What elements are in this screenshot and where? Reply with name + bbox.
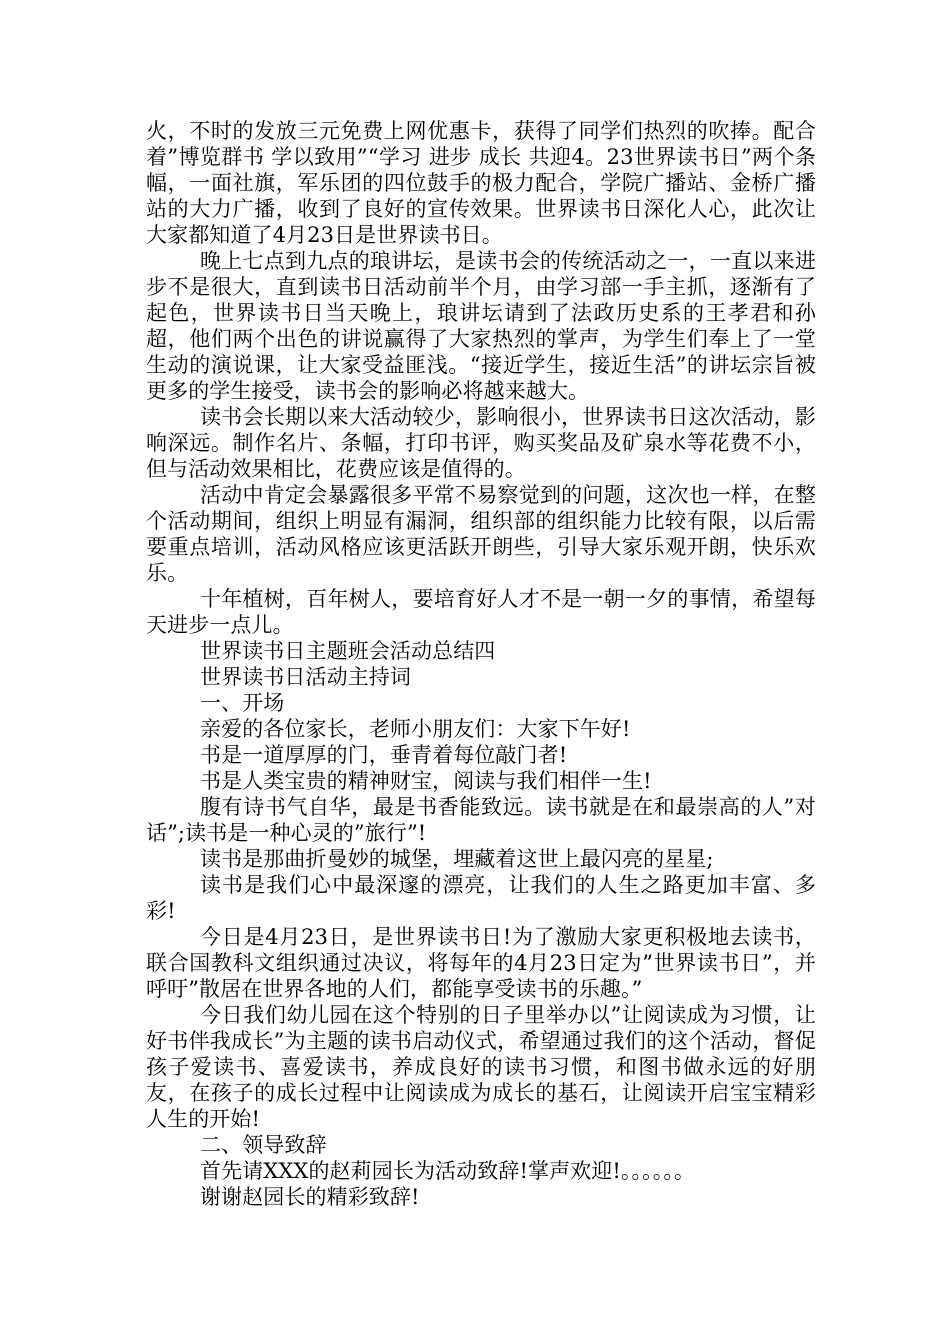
paragraph-closing-thought: 十年植树，百年树人，要培育好人才不是一朝一夕的事情，希望每天进步一点儿。 bbox=[146, 587, 816, 637]
paragraph-castle: 读书是那曲折曼妙的城堡，埋藏着这世上最闪亮的星星; bbox=[200, 847, 714, 871]
heading-opening: 一、开场 bbox=[200, 691, 285, 715]
paragraph-problems: 活动中肯定会暴露很多平常不易察觉到的问题，这次也一样，在整个活动期间，组织上明显有漏洞，组织部的组织能力比较有限，以后需要重点培训，活动风格应该更活跃开朗些，引导大家乐观开朗，快乐欢乐。 bbox=[146, 483, 816, 585]
paragraph-world-book-day: 今日是4月23日，是世界读书日!为了激励大家更积极地去读书，联合国教科文组织通过决议，将每年的4月23日定为”世界读书日”，并呼吁”散居在世界各地的人们，都能享受读书的乐趣。” bbox=[146, 925, 816, 1001]
paragraph-book-treasure: 书是人类宝贵的精神财宝，阅读与我们相伴一生! bbox=[200, 769, 652, 793]
section-title-summary-four: 世界读书日主题班会活动总结四 bbox=[200, 639, 496, 663]
paragraph-greeting: 亲爱的各位家长，老师小朋友们：大家下午好! bbox=[200, 717, 631, 741]
paragraph-lecture-forum: 晚上七点到九点的琅讲坛，是读书会的传统活动之一，一直以来进步不是很大，直到读书日活动前半个月，由学习部一手主抓，逐渐有了起色，世界读书日当天晚上，琅讲坛请到了法政历史系的王孝君和孙超，他们两个出色的讲说赢得了大家热烈的掌声，为学生们奉上了一堂生动的演说课，让大家受益匪浅。“接近学生，接近生活”的讲坛宗旨被更多的学生接受，读书会的影响必将越来越大。 bbox=[146, 249, 816, 403]
paragraph-book-door: 书是一道厚厚的门，垂青着每位敲门者! bbox=[200, 743, 568, 767]
heading-leader-speech: 二、领导致辞 bbox=[200, 1133, 327, 1157]
paragraph-kindergarten-event: 今日我们幼儿园在这个特别的日子里举办以”让阅读成为习惯，让好书伴我成长”为主题的读书启动仪式，希望通过我们的这个活动，督促孩子爱读书、喜爱读书，养成良好的读书习惯，和图书做永远的好朋友，在孩子的成长过程中让阅读成为成长的基石，让阅读开启宝宝精彩人生的开始! bbox=[146, 1003, 816, 1131]
document-page bbox=[146, 118, 816, 1210]
paragraph-publicity-effect: 火，不时的发放三元免费上网优惠卡，获得了同学们热烈的吹捧。配合着”博览群书 学以致用”“学习 进步 成长 共迎4。23世界读书日”两个条幅，一面社旗，军乐团的四位鼓手的极力配合，学院广播站、金桥广播站的大力广播，收到了良好的宣传效果。世界读书日深化人心，此次让大家都知道了4月23日是世界读书日。 bbox=[146, 119, 816, 247]
paragraph-invite-speech: 首先请XXX的赵莉园长为活动致辞!掌声欢迎!。。。。。。 bbox=[200, 1159, 696, 1183]
paragraph-thanks: 谢谢赵园长的精彩致辞! bbox=[200, 1185, 420, 1209]
paragraph-poetry-quote: 腹有诗书气自华，最是书香能致远。读书就是在和最崇高的人”对话”;读书是一种心灵的”旅行”! bbox=[146, 795, 816, 845]
paragraph-activity-cost: 读书会长期以来大活动较少，影响很小，世界读书日这次活动，影响深远。制作名片、条幅，打印书评，购买奖品及矿泉水等花费不小，但与活动效果相比，花费应该是值得的。 bbox=[146, 405, 816, 481]
section-title-host-script: 世界读书日活动主持词 bbox=[200, 665, 411, 689]
paragraph-beauty: 读书是我们心中最深邃的漂亮，让我们的人生之路更加丰富、多彩! bbox=[146, 873, 816, 923]
